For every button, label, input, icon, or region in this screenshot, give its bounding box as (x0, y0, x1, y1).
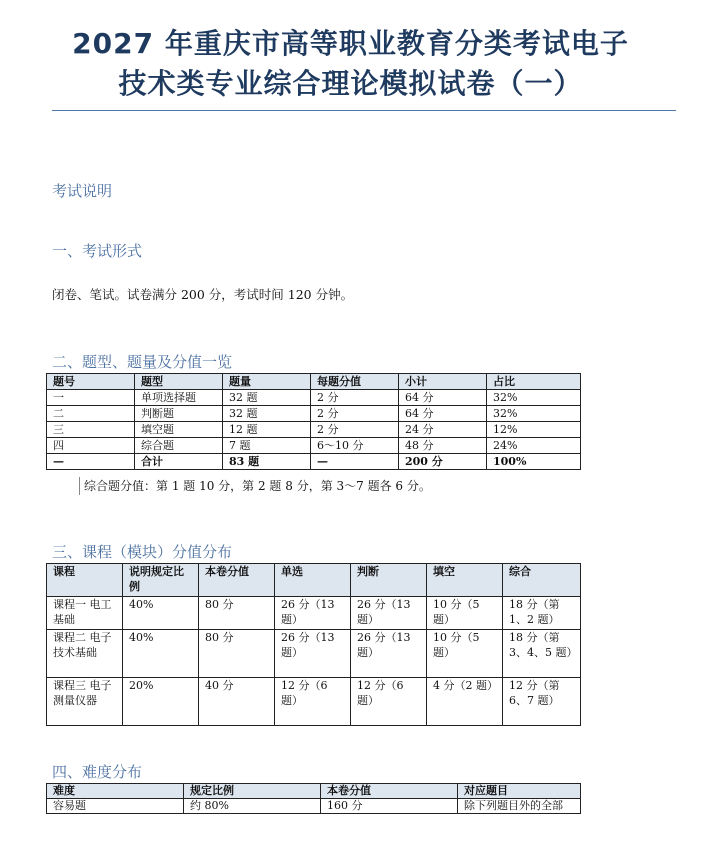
table-cell: 26 分（13 题） (351, 630, 427, 678)
table-cell: 一 (47, 390, 135, 406)
table-row (47, 406, 581, 422)
table-header-cell: 题型 (135, 374, 223, 390)
section1-heading: 一、考试形式 (52, 242, 143, 260)
table-header-row (47, 564, 581, 597)
table-cell: 18 分（第 1、2 题） (503, 597, 581, 630)
table-cell: 83 题 (223, 454, 311, 470)
table-cell: — (311, 454, 399, 470)
table-cell: 2 分 (311, 406, 399, 422)
table-cell: 四 (47, 438, 135, 454)
table-header-cell: 说明规定比例 (123, 564, 199, 597)
table-cell: 单项选择题 (135, 390, 223, 406)
table-cell: 32 题 (223, 406, 311, 422)
table-row (47, 597, 581, 630)
table-cell: 12 分（6 题） (275, 678, 351, 726)
table-cell: 32% (487, 406, 581, 422)
table-header-cell: 本卷分值 (321, 784, 458, 799)
section2-heading: 二、题型、题量及分值一览 (52, 353, 233, 371)
table-cell: 12 分（6 题） (351, 678, 427, 726)
table-header-cell: 对应题目 (458, 784, 581, 799)
question-type-table (46, 373, 581, 470)
table-cell: 18 分（第 3、4、5 题） (503, 630, 581, 678)
section1-text: 闭卷、笔试。试卷满分 200 分，考试时间 120 分钟。 (52, 287, 354, 302)
table-row (47, 799, 581, 814)
table-cell: 24 分 (399, 422, 487, 438)
table-cell: 48 分 (399, 438, 487, 454)
table-header-cell: 占比 (487, 374, 581, 390)
table-row (47, 390, 581, 406)
table-cell: 课程二 电子技术基础 (47, 630, 123, 678)
table-header-cell: 判断 (351, 564, 427, 597)
table-total-row (47, 454, 581, 470)
table-cell: 约 80% (184, 799, 321, 814)
table-cell: 12% (487, 422, 581, 438)
table-header-cell: 规定比例 (184, 784, 321, 799)
scoring-note: 综合题分值：第 1 题 10 分，第 2 题 8 分，第 3～7 题各 6 分。 (79, 477, 431, 495)
table-header-cell: 每题分值 (311, 374, 399, 390)
table-cell: 20% (123, 678, 199, 726)
table-cell: 6～10 分 (311, 438, 399, 454)
table-cell: 7 题 (223, 438, 311, 454)
table-header-cell: 难度 (47, 784, 184, 799)
table-cell: 64 分 (399, 406, 487, 422)
table-cell: 容易题 (47, 799, 184, 814)
table-row (47, 630, 581, 678)
table-cell: 10 分（5 题） (427, 597, 503, 630)
table-row (47, 438, 581, 454)
table-cell: 12 分（第 6、7 题） (503, 678, 581, 726)
table-cell: 32% (487, 390, 581, 406)
table-header-cell: 单选 (275, 564, 351, 597)
table-cell: 80 分 (199, 597, 275, 630)
table-cell: 24% (487, 438, 581, 454)
document-title-line2: 技术类专业综合理论模拟试卷（一） (118, 67, 583, 100)
section4-heading: 四、难度分布 (52, 763, 143, 781)
table-cell: 100% (487, 454, 581, 470)
table-cell: 除下列题目外的全部 (458, 799, 581, 814)
exam-notes-heading: 考试说明 (52, 182, 113, 200)
table-cell: 12 题 (223, 422, 311, 438)
table-cell: 40 分 (199, 678, 275, 726)
table-cell: 2 分 (311, 390, 399, 406)
section3-heading: 三、课程（模块）分值分布 (52, 543, 233, 561)
table-header-cell: 题号 (47, 374, 135, 390)
table-cell: 2 分 (311, 422, 399, 438)
table-header-cell: 综合 (503, 564, 581, 597)
table-cell: 综合题 (135, 438, 223, 454)
table-row (47, 678, 581, 726)
table-cell: 合计 (135, 454, 223, 470)
table-cell: 课程三 电子测量仪器 (47, 678, 123, 726)
table-header-cell: 填空 (427, 564, 503, 597)
table-header-cell: 本卷分值 (199, 564, 275, 597)
table-header-cell: 课程 (47, 564, 123, 597)
table-cell: 26 分（13 题） (275, 597, 351, 630)
table-cell: 判断题 (135, 406, 223, 422)
title-divider (52, 110, 676, 111)
table-cell: 64 分 (399, 390, 487, 406)
table-cell: — (47, 454, 135, 470)
table-cell: 32 题 (223, 390, 311, 406)
course-distribution-table (46, 563, 581, 726)
table-header-row (47, 784, 581, 799)
table-cell: 填空题 (135, 422, 223, 438)
table-cell: 二 (47, 406, 135, 422)
table-cell: 课程一 电工基础 (47, 597, 123, 630)
table-cell: 10 分（5 题） (427, 630, 503, 678)
table-cell: 160 分 (321, 799, 458, 814)
table-cell: 200 分 (399, 454, 487, 470)
table-header-cell: 题量 (223, 374, 311, 390)
table-row (47, 422, 581, 438)
table-cell: 4 分（2 题） (427, 678, 503, 726)
document-title-line1: 2027 年重庆市高等职业教育分类考试电子 (72, 27, 629, 60)
table-cell: 80 分 (199, 630, 275, 678)
table-cell: 26 分（13 题） (275, 630, 351, 678)
table-cell: 40% (123, 597, 199, 630)
table-cell: 三 (47, 422, 135, 438)
table-cell: 40% (123, 630, 199, 678)
table-header-row (47, 374, 581, 390)
table-cell: 26 分（13 题） (351, 597, 427, 630)
difficulty-table (46, 783, 581, 814)
table-header-cell: 小计 (399, 374, 487, 390)
